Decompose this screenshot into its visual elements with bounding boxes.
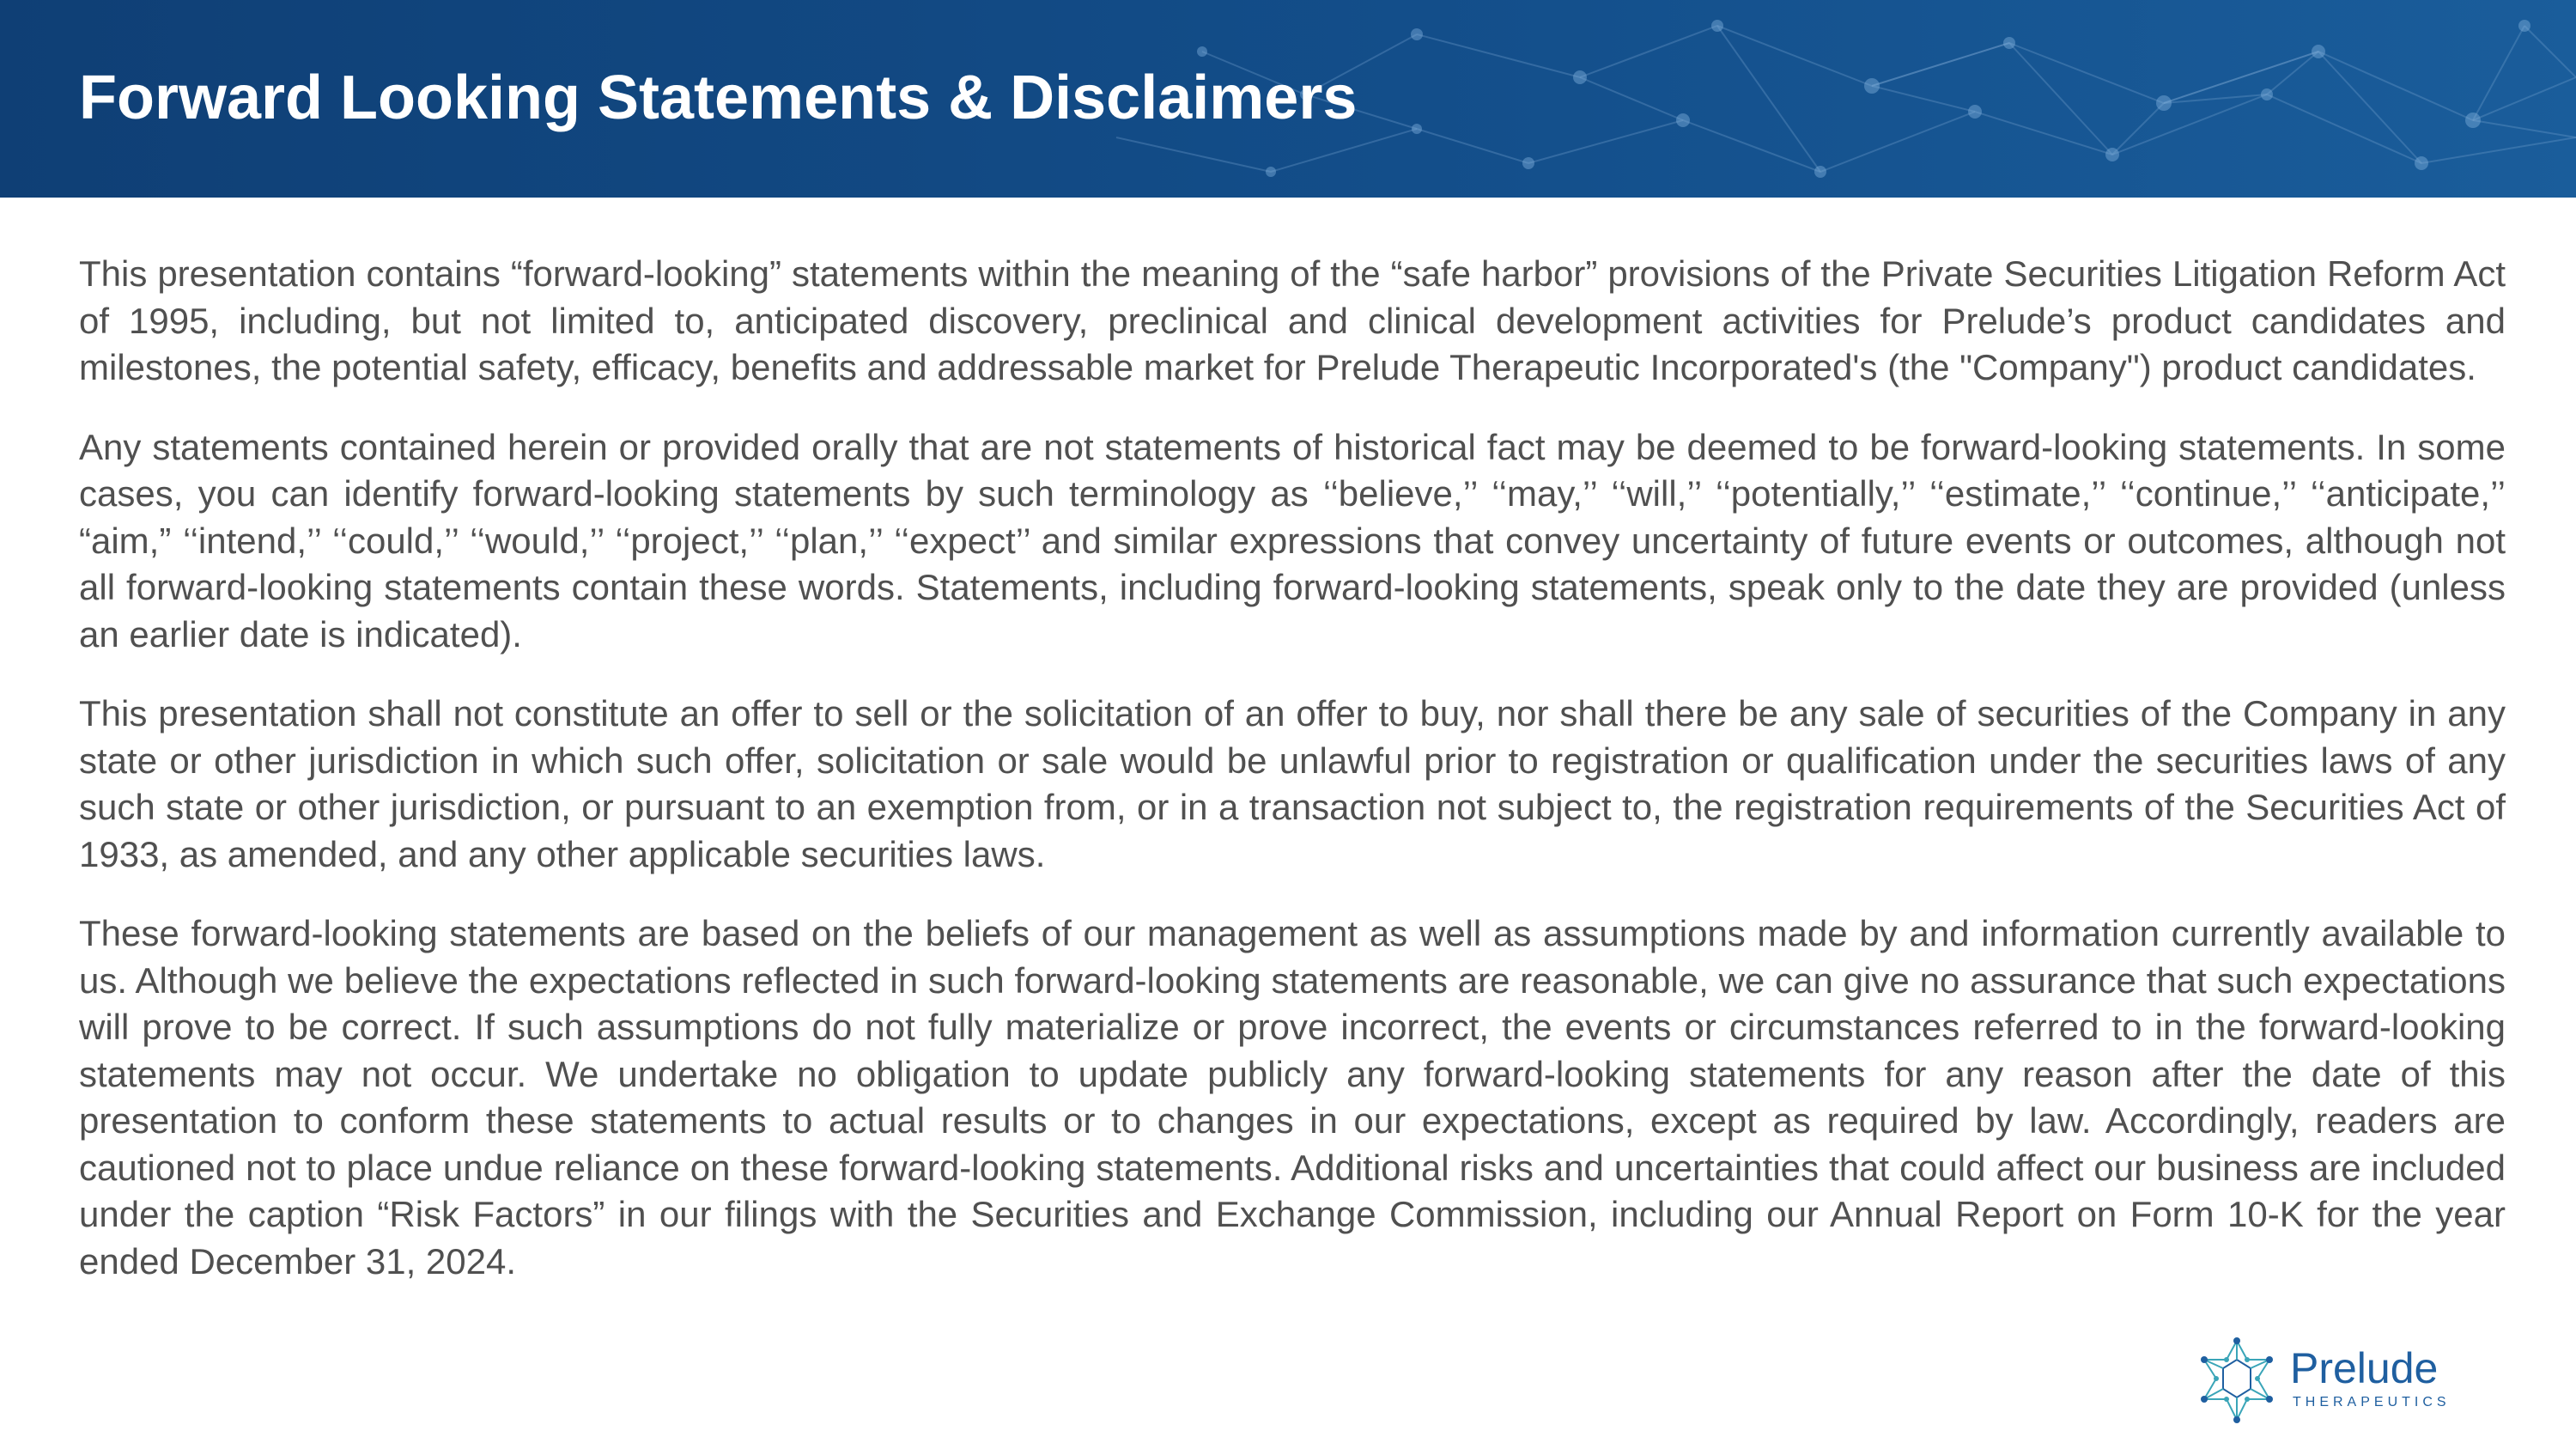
- paragraph-no-offer: This presentation shall not constitute an offer to sell or the solicitation of an offer to buy, nor shall there be any sale of securities of the Company in any state or other jurisdiction in which such offer, solicitation or sale would be unlawful prior to registration or qualification under the securities laws of any such state or other jurisdiction, or pursuant to an exemption from, or in a transaction not subject to, the registration requirements of the Securities Act of 1933, as amended, and any other applicable securities laws.: [79, 693, 2506, 874]
- prelude-molecule-icon: [2194, 1336, 2280, 1425]
- paragraph-safe-harbor: This presentation contains “forward-looking” statements within the meaning of the “safe harbor” provisions of the Private Securities Litigation Reform Act of 1995, including, but not limited to, anticipated discovery, preclinical and clinical development activities for Prelude’s product candidates and milestones, the potential safety, efficacy, benefits and addressable market for Prelude Therapeutic Incorporated's (the "Company") product candidates.: [79, 253, 2506, 387]
- paragraph-assumptions-risks: These forward-looking statements are based on the beliefs of our management as well as assumptions made by and information currently available to us. Although we believe the expectations reflected in such forward-looking statements are reasonable, we can give no assurance that such expectations will prove to be correct. If such assumptions do not fully materialize or prove incorrect, the events or circumstances referred to in the forward-looking statements may not occur. We undertake no obligation to update publicly any forward-looking statements for any reason after the date of this presentation to conform these statements to actual results or to changes in our expectations, except as required by law. Accordingly, readers are cautioned not to place undue reliance on these forward-looking statements. Additional risks and uncertainties that could affect our business are included under the caption “Risk Factors” in our filings with the Securities and Exchange Commission, including our Annual Report on Form 10-K for the year ended December 31, 2024.: [79, 913, 2506, 1282]
- page-title: Forward Looking Statements & Disclaimers: [79, 64, 1358, 132]
- logo-subtitle: THERAPEUTICS: [2293, 1395, 2451, 1409]
- paragraph-forward-looking-terms: Any statements contained herein or provided orally that are not statements of historical fact may be deemed to be forward-looking statements. In some cases, you can identify forward-looking statements by such terminology as ‘‘believe,’’ ‘‘may,’’ ‘‘will,’’ ‘‘potentially,’’ ‘‘estimate,’’ ‘‘continue,’’ ‘‘anticipate,’’ “aim,” ‘‘intend,’’ ‘‘could,’’ ‘‘would,’’ ‘‘project,’’ ‘‘plan,’’ ‘‘expect’’ and similar expressions that convey uncertainty of future events or outcomes, although not all forward-looking statements contain these words. Statements, including forward-looking statements, speak only to the date they are provided (unless an earlier date is indicated).: [79, 426, 2506, 654]
- disclaimer-body: [79, 251, 2506, 1318]
- header-banner: [0, 0, 2576, 198]
- logo-wordmark: Prelude: [2290, 1344, 2439, 1392]
- prelude-logo: [2194, 1336, 2451, 1430]
